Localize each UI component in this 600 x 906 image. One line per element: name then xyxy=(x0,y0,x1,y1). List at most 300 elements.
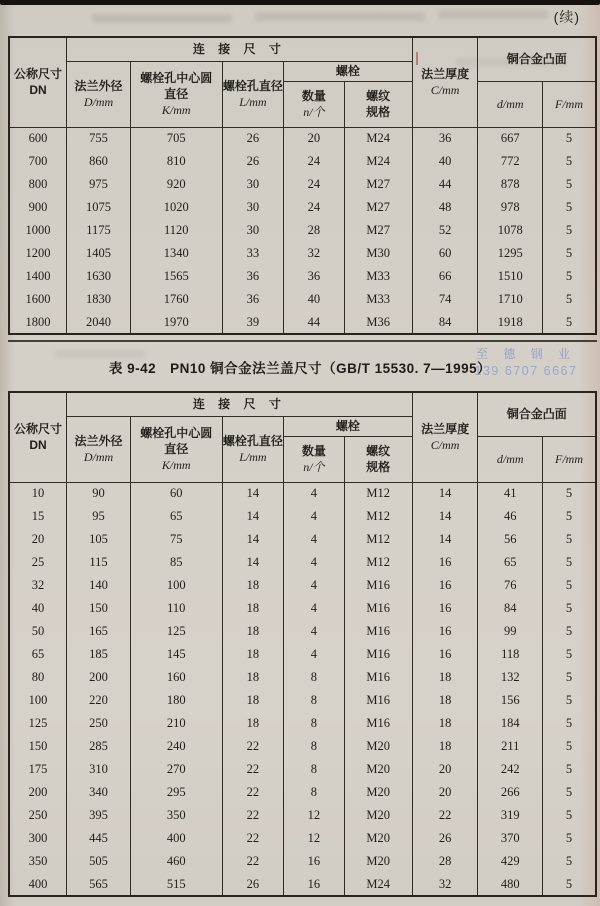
bolt-qty-label: 数量 xyxy=(301,443,326,458)
col-header-bolt-hole-dia xyxy=(222,416,284,482)
cell: M33 xyxy=(344,288,412,311)
cell: 18 xyxy=(222,574,284,597)
cell: 185 xyxy=(67,643,131,666)
cell: M16 xyxy=(344,712,412,735)
cell: 5 xyxy=(543,173,597,196)
group-header-connection-dims: 连 接 尺 寸 xyxy=(67,37,413,61)
cell: 220 xyxy=(67,689,131,712)
table-row xyxy=(9,574,596,597)
table-row xyxy=(9,551,596,574)
bolt-circle-label2: 直径 xyxy=(164,441,189,456)
cell: 36 xyxy=(222,288,284,311)
cell: 16 xyxy=(412,597,478,620)
cell: 300 xyxy=(9,827,67,850)
cell: M27 xyxy=(344,173,412,196)
cell: 26 xyxy=(222,150,284,173)
cell: M12 xyxy=(344,551,412,574)
table-row xyxy=(9,758,596,781)
cell: 800 xyxy=(9,173,67,196)
cell: M16 xyxy=(344,597,412,620)
cell: 1020 xyxy=(130,196,222,219)
col-header-flange-thickness xyxy=(412,392,478,482)
cell: 5 xyxy=(543,620,597,643)
cell: 5 xyxy=(543,850,597,873)
col-header-nominal-size xyxy=(9,392,67,482)
cell: 12 xyxy=(284,827,344,850)
cell: 16 xyxy=(284,850,344,873)
col-header-bolt-circle xyxy=(130,416,222,482)
cell: 5 xyxy=(543,219,597,242)
bleedthrough-smudge xyxy=(92,14,232,23)
cell: 30 xyxy=(222,219,284,242)
table-row xyxy=(9,482,596,505)
cell: 110 xyxy=(130,597,222,620)
face-d-unit: d/mm xyxy=(496,96,524,111)
bolt-circle-unit: K/mm xyxy=(161,103,191,118)
cell: 8 xyxy=(284,689,344,712)
table-row xyxy=(9,712,596,735)
flange-thickness-label: 法兰厚度 xyxy=(421,67,470,82)
watermark-phone: 139 6707 6667 xyxy=(474,364,578,378)
cell: 20 xyxy=(412,758,478,781)
cell: 41 xyxy=(478,482,543,505)
page-top-rule xyxy=(0,0,600,5)
cell: 4 xyxy=(284,482,344,505)
cell: 1295 xyxy=(478,242,543,265)
cell: M12 xyxy=(344,482,412,505)
cell: 5 xyxy=(543,551,597,574)
cell: 14 xyxy=(412,482,478,505)
col-header-thread-spec xyxy=(344,436,412,482)
cell: 125 xyxy=(130,620,222,643)
cell: 370 xyxy=(478,827,543,850)
group-header-bolt: 螺栓 xyxy=(284,416,413,436)
cell: 18 xyxy=(222,712,284,735)
cell: 4 xyxy=(284,551,344,574)
cell: 40 xyxy=(284,288,344,311)
cell: 975 xyxy=(67,173,131,196)
thread-label1: 螺纹 xyxy=(366,88,391,103)
cell: 52 xyxy=(412,219,478,242)
cell: 878 xyxy=(478,173,543,196)
bolt-circle-label: 螺栓孔中心圆 xyxy=(140,425,213,440)
cell: 26 xyxy=(412,827,478,850)
cell: 1340 xyxy=(130,242,222,265)
cell: M20 xyxy=(344,735,412,758)
table-row xyxy=(9,528,596,551)
cell: 285 xyxy=(67,735,131,758)
cell: 1830 xyxy=(67,288,131,311)
cell: 1200 xyxy=(9,242,67,265)
cell: 5 xyxy=(543,873,597,896)
cell: 100 xyxy=(9,689,67,712)
flange-thickness-label: 法兰厚度 xyxy=(421,422,470,437)
cell: 1970 xyxy=(130,311,222,334)
cell: 1175 xyxy=(67,219,131,242)
cell: 85 xyxy=(130,551,222,574)
cell: 90 xyxy=(67,482,131,505)
cell: 20 xyxy=(9,528,67,551)
cell: 84 xyxy=(412,311,478,334)
group-header-connection-dims: 连 接 尺 寸 xyxy=(67,392,413,416)
thread-label2: 规格 xyxy=(366,105,391,119)
cell: 266 xyxy=(478,781,543,804)
col-header-thread-spec xyxy=(344,81,412,127)
nominal-size-unit: DN xyxy=(29,83,47,98)
cell: 20 xyxy=(412,781,478,804)
watermark-company: 至 德 钢 业 xyxy=(475,347,576,361)
cell: 5 xyxy=(543,505,597,528)
cell: 66 xyxy=(412,265,478,288)
cell: 105 xyxy=(67,528,131,551)
cell: 5 xyxy=(543,804,597,827)
cell: 60 xyxy=(412,242,478,265)
cell: 1078 xyxy=(478,219,543,242)
cell: 115 xyxy=(67,551,131,574)
table-row xyxy=(9,597,596,620)
cell: 340 xyxy=(67,781,131,804)
cell: 24 xyxy=(284,196,344,219)
flange-od-label: 法兰外径 xyxy=(74,78,123,93)
table-row xyxy=(9,196,596,219)
col-header-flange-od xyxy=(67,416,131,482)
cell: 32 xyxy=(412,873,478,896)
cell: 14 xyxy=(222,551,284,574)
table2-body xyxy=(9,482,596,896)
flange-od-unit: D/mm xyxy=(83,95,114,109)
col-header-flange-thickness xyxy=(412,37,478,127)
flange-thickness-unit: C/mm xyxy=(430,83,460,98)
table-row xyxy=(9,620,596,643)
cell: 16 xyxy=(412,574,478,597)
cell: 14 xyxy=(412,528,478,551)
cell: M20 xyxy=(344,804,412,827)
cell: 250 xyxy=(9,804,67,827)
cell: 75 xyxy=(130,528,222,551)
bolt-hole-label: 螺栓孔直径 xyxy=(222,433,283,448)
bolt-circle-label2: 直径 xyxy=(164,86,189,101)
cell: M16 xyxy=(344,643,412,666)
cell: 5 xyxy=(543,574,597,597)
table-row xyxy=(9,804,596,827)
cell: 5 xyxy=(543,666,597,689)
bolt-qty-unit: n/个 xyxy=(303,105,325,119)
face-f-unit: F/mm xyxy=(555,96,583,111)
cell: 14 xyxy=(222,528,284,551)
bleedthrough-smudge xyxy=(255,12,425,21)
cell: 24 xyxy=(284,150,344,173)
cell: 2040 xyxy=(67,311,131,334)
table-row xyxy=(9,781,596,804)
nominal-size-unit: DN xyxy=(29,438,47,453)
table-row xyxy=(9,265,596,288)
cell: 242 xyxy=(478,758,543,781)
flange-thickness-unit: C/mm xyxy=(430,438,460,453)
cell: 145 xyxy=(130,643,222,666)
bolt-circle-label: 螺栓孔中心圆 xyxy=(140,70,213,85)
cell: 22 xyxy=(222,735,284,758)
cell: 150 xyxy=(9,735,67,758)
cell: 5 xyxy=(543,781,597,804)
cell: 18 xyxy=(222,597,284,620)
cell: M16 xyxy=(344,574,412,597)
cell: 140 xyxy=(67,574,131,597)
cell: 15 xyxy=(9,505,67,528)
table-row xyxy=(9,827,596,850)
cell: 28 xyxy=(412,850,478,873)
cell: 60 xyxy=(130,482,222,505)
table-row xyxy=(9,288,596,311)
cell: 24 xyxy=(284,173,344,196)
group-header-copper-face: 铜合金凸面 xyxy=(478,37,596,81)
cell: 810 xyxy=(130,150,222,173)
cell: 184 xyxy=(478,712,543,735)
cell: 95 xyxy=(67,505,131,528)
cell: 8 xyxy=(284,781,344,804)
bleedthrough-smudge xyxy=(438,10,548,19)
cell: 8 xyxy=(284,712,344,735)
cell: 36 xyxy=(284,265,344,288)
cell: 295 xyxy=(130,781,222,804)
cell: 5 xyxy=(543,735,597,758)
cell: M16 xyxy=(344,620,412,643)
thread-label1: 螺纹 xyxy=(366,443,391,458)
cell: 18 xyxy=(222,666,284,689)
bolt-qty-label: 数量 xyxy=(301,88,326,103)
table-row xyxy=(9,873,596,896)
bolt-hole-unit: L/mm xyxy=(239,450,267,464)
table-row xyxy=(9,689,596,712)
cell: M16 xyxy=(344,666,412,689)
cell: 460 xyxy=(130,850,222,873)
cell: 1000 xyxy=(9,219,67,242)
cell: 667 xyxy=(478,127,543,150)
cell: 100 xyxy=(130,574,222,597)
cell: 5 xyxy=(543,265,597,288)
cell: 84 xyxy=(478,597,543,620)
cell: 350 xyxy=(130,804,222,827)
cell: 1760 xyxy=(130,288,222,311)
table-row xyxy=(9,150,596,173)
face-f-unit: F/mm xyxy=(555,451,583,466)
col-header-bolt-qty xyxy=(284,436,344,482)
cell: 65 xyxy=(130,505,222,528)
cell: 400 xyxy=(9,873,67,896)
cell: 25 xyxy=(9,551,67,574)
cell: 4 xyxy=(284,643,344,666)
cell: 125 xyxy=(9,712,67,735)
cell: 4 xyxy=(284,505,344,528)
cell: 5 xyxy=(543,827,597,850)
table-pn10-flange-cover xyxy=(8,391,597,897)
cell: 4 xyxy=(284,620,344,643)
cell: 350 xyxy=(9,850,67,873)
cell: 429 xyxy=(478,850,543,873)
cell: 5 xyxy=(543,482,597,505)
cell: 565 xyxy=(67,873,131,896)
cell: 18 xyxy=(222,620,284,643)
cell: 200 xyxy=(9,781,67,804)
table-row xyxy=(9,505,596,528)
cell: 445 xyxy=(67,827,131,850)
cell: 14 xyxy=(222,505,284,528)
table-row xyxy=(9,311,596,334)
cell: M20 xyxy=(344,827,412,850)
cell: 5 xyxy=(543,150,597,173)
cell: 40 xyxy=(412,150,478,173)
cell: 132 xyxy=(478,666,543,689)
cell: 18 xyxy=(412,666,478,689)
cell: 200 xyxy=(67,666,131,689)
cell: 22 xyxy=(222,804,284,827)
cell: M33 xyxy=(344,265,412,288)
cell: 99 xyxy=(478,620,543,643)
group-header-bolt: 螺栓 xyxy=(284,61,413,81)
cell: 20 xyxy=(284,127,344,150)
col-header-bolt-hole-dia xyxy=(222,61,284,127)
cell: 4 xyxy=(284,574,344,597)
cell: 22 xyxy=(222,850,284,873)
cell: 860 xyxy=(67,150,131,173)
table-row xyxy=(9,735,596,758)
cell: 5 xyxy=(543,643,597,666)
cell: 1800 xyxy=(9,311,67,334)
cell: 16 xyxy=(412,620,478,643)
table2-title: 表 9-42 PN10 铜合金法兰盖尺寸（GB/T 15530. 7—1995） xyxy=(108,361,492,376)
cell: 22 xyxy=(412,804,478,827)
cell: 395 xyxy=(67,804,131,827)
cell: 1510 xyxy=(478,265,543,288)
cell: 150 xyxy=(67,597,131,620)
cell: 18 xyxy=(222,689,284,712)
cell: 5 xyxy=(543,311,597,334)
cell: 1400 xyxy=(9,265,67,288)
cell: 14 xyxy=(222,482,284,505)
cell: 14 xyxy=(412,505,478,528)
cell: 160 xyxy=(130,666,222,689)
cell: 5 xyxy=(543,242,597,265)
table-row xyxy=(9,127,596,150)
bolt-hole-label: 螺栓孔直径 xyxy=(222,78,283,93)
cell: 18 xyxy=(412,712,478,735)
cell: 48 xyxy=(412,196,478,219)
col-header-nominal-size xyxy=(9,37,67,127)
cell: 211 xyxy=(478,735,543,758)
table1-body xyxy=(9,127,596,334)
cell: 5 xyxy=(543,597,597,620)
table-row xyxy=(9,219,596,242)
cell: 56 xyxy=(478,528,543,551)
cell: 32 xyxy=(9,574,67,597)
flange-od-unit: D/mm xyxy=(83,450,114,464)
col-header-face-d xyxy=(478,436,543,482)
cell: 1565 xyxy=(130,265,222,288)
col-header-bolt-circle xyxy=(130,61,222,127)
col-header-bolt-qty xyxy=(284,81,344,127)
table-pn-large-dn xyxy=(8,36,597,335)
cell: M27 xyxy=(344,196,412,219)
cell: 400 xyxy=(130,827,222,850)
cell: 250 xyxy=(67,712,131,735)
bolt-qty-unit: n/个 xyxy=(303,460,325,474)
bolt-hole-unit: L/mm xyxy=(239,95,267,109)
group-header-copper-face: 铜合金凸面 xyxy=(478,392,596,436)
cell: M12 xyxy=(344,528,412,551)
cell: 1710 xyxy=(478,288,543,311)
cell: 900 xyxy=(9,196,67,219)
cell: 10 xyxy=(9,482,67,505)
cell: 26 xyxy=(222,873,284,896)
cell: 156 xyxy=(478,689,543,712)
cell: 16 xyxy=(284,873,344,896)
cell: M30 xyxy=(344,242,412,265)
cell: 4 xyxy=(284,528,344,551)
cell: 18 xyxy=(412,689,478,712)
cell: 1120 xyxy=(130,219,222,242)
cell: 30 xyxy=(222,196,284,219)
cell: 16 xyxy=(412,551,478,574)
table1-bottom-rule xyxy=(8,340,597,342)
cell: 16 xyxy=(412,643,478,666)
cell: M27 xyxy=(344,219,412,242)
cell: 22 xyxy=(222,758,284,781)
cell: 39 xyxy=(222,311,284,334)
nominal-size-label: 公称尺寸 xyxy=(14,67,63,82)
col-header-face-f xyxy=(543,436,597,482)
cell: 1600 xyxy=(9,288,67,311)
cell: 5 xyxy=(543,689,597,712)
nominal-size-label: 公称尺寸 xyxy=(14,422,63,437)
cell: 5 xyxy=(543,528,597,551)
cell: 65 xyxy=(9,643,67,666)
col-header-face-f xyxy=(543,81,597,127)
cell: 118 xyxy=(478,643,543,666)
cell: 600 xyxy=(9,127,67,150)
cell: 1918 xyxy=(478,311,543,334)
cell: M24 xyxy=(344,873,412,896)
bolt-circle-unit: K/mm xyxy=(161,458,191,473)
cell: M12 xyxy=(344,505,412,528)
cell: 165 xyxy=(67,620,131,643)
cell: 772 xyxy=(478,150,543,173)
cell: 26 xyxy=(222,127,284,150)
cell: 44 xyxy=(412,173,478,196)
cell: 76 xyxy=(478,574,543,597)
table-row xyxy=(9,666,596,689)
cell: 36 xyxy=(412,127,478,150)
cell: 65 xyxy=(478,551,543,574)
cell: 32 xyxy=(284,242,344,265)
col-header-flange-od xyxy=(67,61,131,127)
cell: 270 xyxy=(130,758,222,781)
cell: 1405 xyxy=(67,242,131,265)
cell: 5 xyxy=(543,196,597,219)
cell: 180 xyxy=(130,689,222,712)
cell: 480 xyxy=(478,873,543,896)
thread-label2: 规格 xyxy=(366,460,391,474)
cell: 22 xyxy=(222,827,284,850)
cell: 18 xyxy=(222,643,284,666)
cell: 5 xyxy=(543,758,597,781)
cell: 22 xyxy=(222,781,284,804)
cell: 44 xyxy=(284,311,344,334)
cell: 50 xyxy=(9,620,67,643)
cell: M20 xyxy=(344,850,412,873)
cell: 210 xyxy=(130,712,222,735)
cell: 705 xyxy=(130,127,222,150)
cell: 920 xyxy=(130,173,222,196)
cell: 30 xyxy=(222,173,284,196)
